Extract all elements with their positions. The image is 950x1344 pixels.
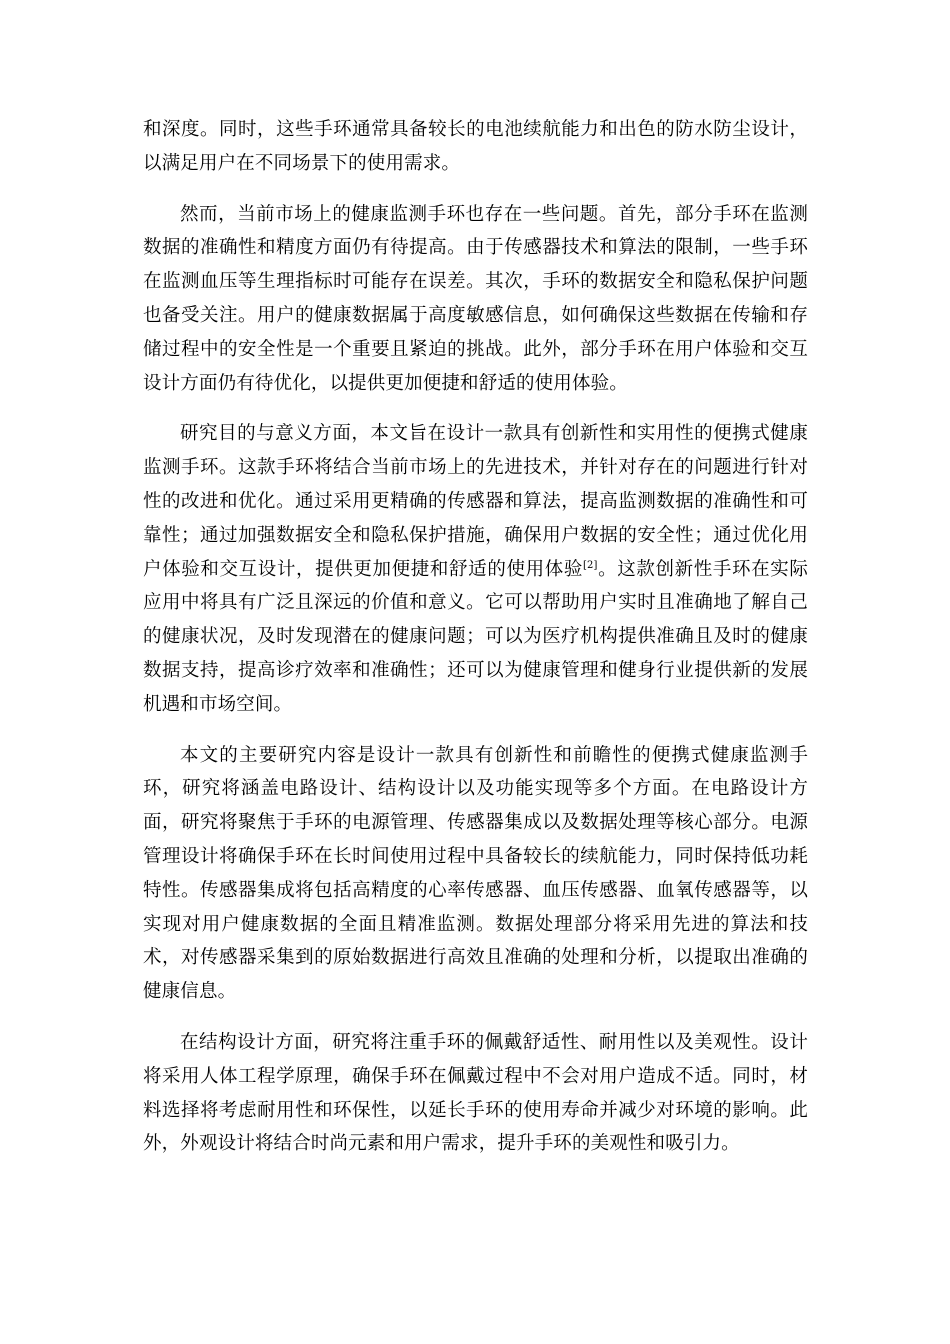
paragraph-text: 研究目的与意义方面，本文旨在设计一款具有创新性和实用性的便携式健康监测手环。这款手环将结合当前市场上的先进技术，并针对存在的问题进行针对性的改进和优化。通过采用更精确的传感器和算法，提高监测数据的准确性和可靠性；通过加强数据安全和隐私保护措施，确保用户数据的安全性；通过优化用户体验和交互设计，提供更加便捷和舒适的使用体验 <box>143 423 808 580</box>
document-body <box>143 113 808 1161</box>
paragraph-text: 和深度。同时，这些手环通常具备较长的电池续航能力和出色的防水防尘设计，以满足用户在不同场景下的使用需求。 <box>143 119 808 174</box>
paragraph-3 <box>143 417 808 721</box>
paragraph-5 <box>143 1026 808 1161</box>
paragraph-text: 在结构设计方面，研究将注重手环的佩戴舒适性、耐用性以及美观性。设计将采用人体工程学原理，确保手环在佩戴过程中不会对用户造成不适。同时，材料选择将考虑耐用性和环保性，以延长手环的使用寿命并减少对环境的影响。此外，外观设计将结合时尚元素和用户需求，提升手环的美观性和吸引力。 <box>143 1031 808 1155</box>
paragraph-text: 本文的主要研究内容是设计一款具有创新性和前瞻性的便携式健康监测手环，研究将涵盖电路设计、结构设计以及功能实现等多个方面。在电路设计方面，研究将聚焦于手环的电源管理、传感器集成以及数据处理等核心部分。电源管理设计将确保手环在长时间使用过程中具备较长的续航能力，同时保持低功耗特性。传感器集成将包括高精度的心率传感器、血压传感器、血氧传感器等，以实现对用户健康数据的全面且精准监测。数据处理部分将采用先进的算法和技术，对传感器采集到的原始数据进行高效且准确的处理和分析，以提取出准确的健康信息。 <box>143 744 808 1003</box>
paragraph-text: 然而，当前市场上的健康监测手环也存在一些问题。首先，部分手环在监测数据的准确性和精度方面仍有待提高。由于传感器技术和算法的限制，一些手环在监测血压等生理指标时可能存在误差。其次，手环的数据安全和隐私保护问题也备受关注。用户的健康数据属于高度敏感信息，如何确保这些数据在传输和存储过程中的安全性是一个重要且紧迫的挑战。此外，部分手环在用户体验和交互设计方面仍有待优化，以提供更加便捷和舒适的使用体验。 <box>143 203 808 394</box>
paragraph-2 <box>143 198 808 401</box>
paragraph-4 <box>143 739 808 1009</box>
citation-marker[interactable]: [2] <box>582 559 598 571</box>
paragraph-1 <box>143 113 808 181</box>
paragraph-text: 。这款创新性手环在实际应用中将具有广泛且深远的价值和意义。它可以帮助用户实时且准确地了解自己的健康状况，及时发现潜在的健康问题；可以为医疗机构提供准确且及时的健康数据支持，提高诊疗效率和准确性；还可以为健康管理和健身行业提供新的发展机遇和市场空间。 <box>143 558 809 715</box>
